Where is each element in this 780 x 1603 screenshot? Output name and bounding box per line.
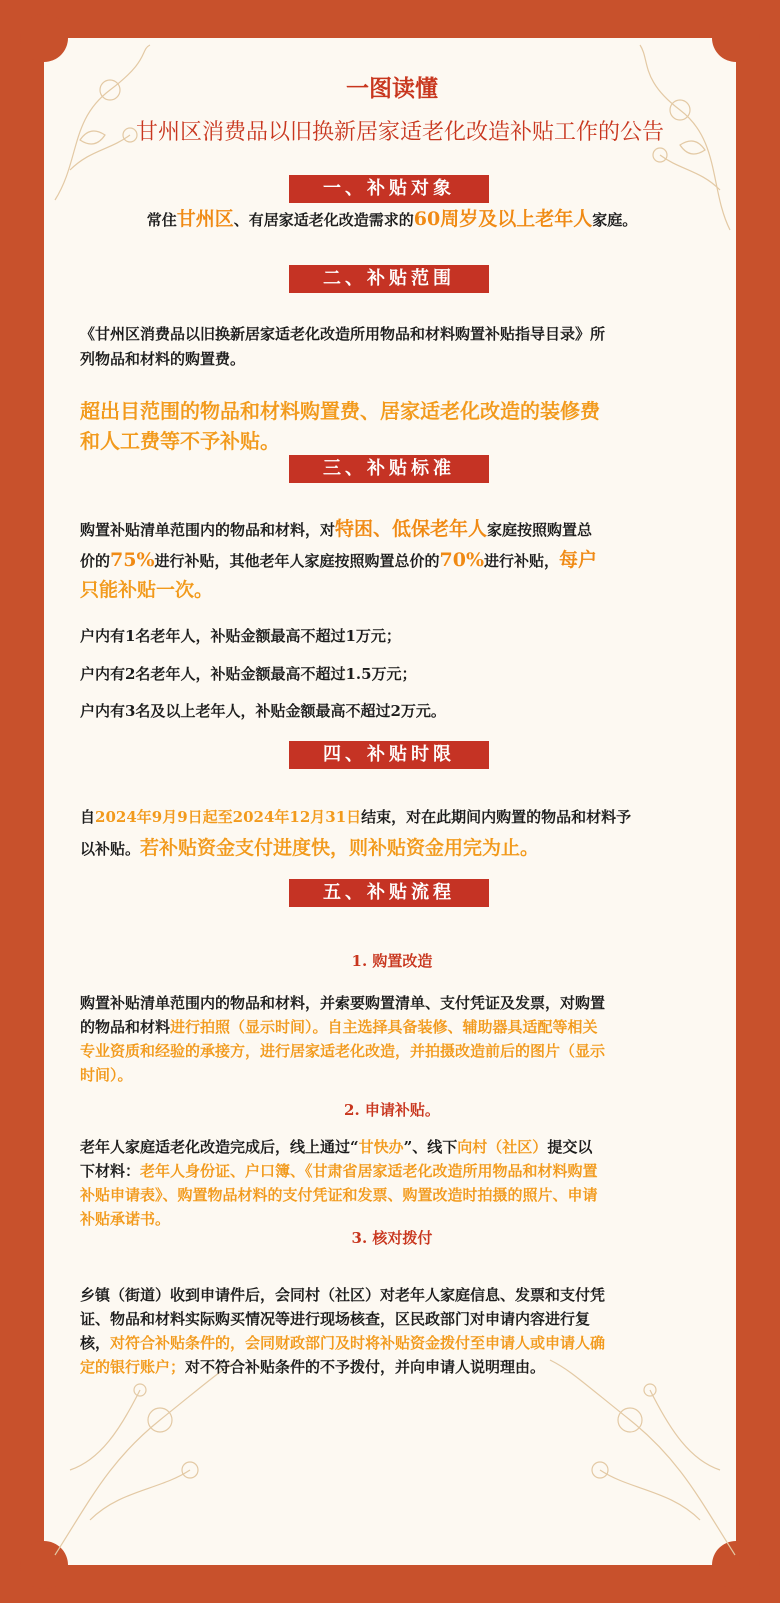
step1-line: 时间）。 (80, 1066, 133, 1084)
scope-line: 列物品和材料的购置费。 (80, 350, 246, 368)
standard-line: 购置补贴清单范围内的物品和材料，对特困、低保老年人家庭按照购置总 (80, 518, 593, 540)
floral-ornament-icon (50, 1350, 250, 1560)
step-title: 1. 购置改造 (351, 952, 433, 970)
step3-line: 乡镇（街道）收到申请件后，会同村（社区）对老年人家庭信息、发票和支付凭 (80, 1286, 606, 1304)
limit-line: 户内有3名及以上老年人，补贴金额最高不超过2万元。 (80, 702, 446, 720)
standard-line: 价的75%进行补贴，其他老年人家庭按照购置总价的70%进行补贴，每户 (80, 549, 598, 571)
section-heading-subsidy-period: 四、补贴时限 (289, 741, 489, 769)
scope-exclusion: 超出目范围的物品和材料购置费、居家适老化改造的装修费 (80, 399, 600, 423)
scope-exclusion: 和人工费等不予补贴。 (80, 429, 280, 453)
page-title: 一图读懂 (346, 75, 438, 102)
section-heading-subsidy-scope: 二、补贴范围 (289, 265, 489, 293)
step3-line: 定的银行账户；对不符合补贴条件的不予拨付，并向申请人说明理由。 (80, 1358, 546, 1376)
step2-line: 老年人家庭适老化改造完成后，线上通过“甘快办”、线下向村（社区）提交以 (80, 1138, 593, 1156)
step1-line: 购置补贴清单范围内的物品和材料，并索要购置清单、支付凭证及发票，对购置 (80, 994, 606, 1012)
page-subtitle: 甘州区消费品以旧换新居家适老化改造补贴工作的公告 (135, 120, 664, 145)
standard-once-note: 只能补贴一次。 (80, 579, 214, 601)
step1-line: 专业资质和经验的承接方，进行居家适老化改造，并拍摄改造前后的图片（显示 (80, 1042, 606, 1060)
period-line: 自2024年9月9日起至2024年12月31日结束，对在此期间内购置的物品和材料予 (80, 808, 632, 826)
period-line: 以补贴。若补贴资金支付进度快，则补贴资金用完为止。 (80, 837, 540, 859)
section-heading-subsidy-standard: 三、补贴标准 (289, 455, 489, 483)
floral-ornament-icon (540, 1350, 740, 1560)
step1-line: 的物品和材料进行拍照（显示时间）。自主选择具备装修、辅助器具适配等相关 (80, 1018, 598, 1036)
step3-line: 证、物品和材料实际购买情况等进行现场核查，区民政部门对申请内容进行复 (80, 1310, 591, 1328)
step-title: 2. 申请补贴。 (344, 1101, 440, 1119)
limit-line: 户内有2名老年人，补贴金额最高不超过1.5万元； (80, 665, 417, 683)
subsidy-target-text: 常住甘州区、有居家适老化改造需求的60周岁及以上老年人家庭。 (146, 208, 638, 230)
step2-line: 补贴承诺书。 (80, 1210, 171, 1228)
limit-line: 户内有1名老年人，补贴金额最高不超过1万元； (80, 627, 401, 645)
section-heading-subsidy-process: 五、补贴流程 (289, 879, 489, 907)
step3-line: 核，对符合补贴条件的，会同财政部门及时将补贴资金拨付至申请人或申请人确 (80, 1334, 606, 1352)
step2-line: 补贴申请表》、购置物品材料的支付凭证和发票、购置改造时拍摄的照片、申请 (80, 1186, 598, 1204)
step-title: 3. 核对拨付 (351, 1229, 433, 1247)
section-heading-subsidy-target: 一、补贴对象 (289, 175, 489, 203)
step2-line: 下材料：老年人身份证、户口簿、《甘肃省居家适老化改造所用物品和材料购置 (80, 1162, 598, 1180)
scope-line: 《甘州区消费品以旧换新居家适老化改造所用物品和材料购置补贴指导目录》所 (80, 325, 606, 343)
